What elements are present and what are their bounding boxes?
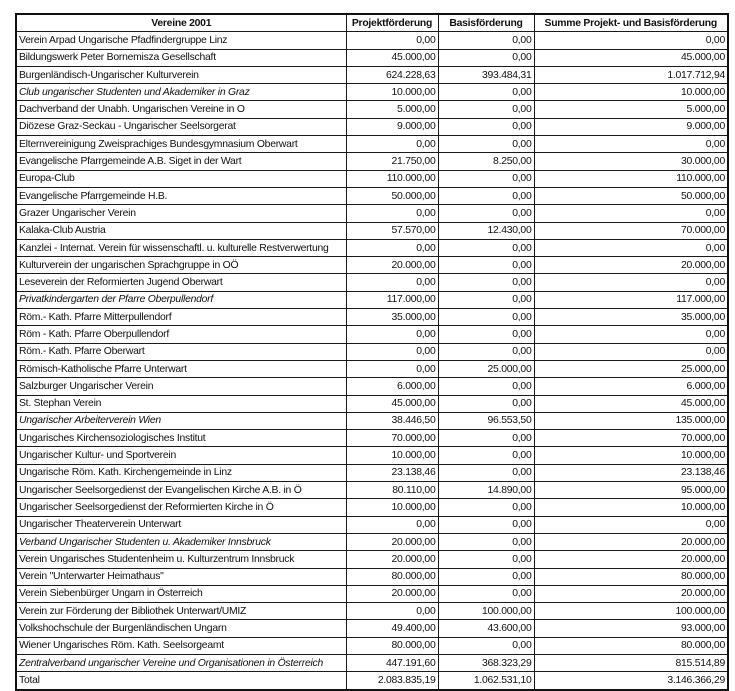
row-name: Zentralverband ungarischer Vereine und Organisationen in Österreich xyxy=(16,654,346,671)
row-basisfoerderung: 0,00 xyxy=(438,568,534,585)
row-summe: 0,00 xyxy=(534,274,728,291)
row-name: Ungarisches Kirchensoziologisches Institut xyxy=(16,430,346,447)
row-name: Elternvereinigung Zweisprachiges Bundesgymnasium Oberwart xyxy=(16,136,346,153)
row-projektfoerderung: 80.000,00 xyxy=(346,568,438,585)
row-projektfoerderung: 10.000,00 xyxy=(346,447,438,464)
row-summe: 20.000,00 xyxy=(534,551,728,568)
row-summe: 10.000,00 xyxy=(534,499,728,516)
row-projektfoerderung: 117.000,00 xyxy=(346,291,438,308)
row-projektfoerderung: 0,00 xyxy=(346,326,438,343)
row-summe: 6.000,00 xyxy=(534,378,728,395)
row-name: Diözese Graz-Seckau - Ungarischer Seelsorgerat xyxy=(16,118,346,135)
table-row xyxy=(16,274,728,291)
table-row xyxy=(16,136,728,153)
row-projektfoerderung: 20.000,00 xyxy=(346,257,438,274)
row-name: Evangelische Pfarrgemeinde H.B. xyxy=(16,187,346,204)
row-projektfoerderung: 0,00 xyxy=(346,136,438,153)
row-name: Europa-Club xyxy=(16,170,346,187)
row-summe: 10.000,00 xyxy=(534,447,728,464)
row-projektfoerderung: 57.570,00 xyxy=(346,222,438,239)
row-name: Kanzlei - Internat. Verein für wissenschaftl. u. kulturelle Restverwertung xyxy=(16,239,346,256)
row-basisfoerderung: 0,00 xyxy=(438,637,534,654)
row-basisfoerderung: 368.323,29 xyxy=(438,654,534,671)
row-name: Grazer Ungarischer Verein xyxy=(16,205,346,222)
table-row xyxy=(16,66,728,83)
total-summe: 3.146.366,29 xyxy=(534,672,728,690)
row-projektfoerderung: 0,00 xyxy=(346,32,438,49)
row-summe: 30.000,00 xyxy=(534,153,728,170)
table-row xyxy=(16,533,728,550)
table-row xyxy=(16,205,728,222)
row-projektfoerderung: 0,00 xyxy=(346,603,438,620)
row-summe: 0,00 xyxy=(534,239,728,256)
row-name: Burgenländisch-Ungarischer Kulturverein xyxy=(16,66,346,83)
row-summe: 50.000,00 xyxy=(534,187,728,204)
row-projektfoerderung: 35.000,00 xyxy=(346,309,438,326)
row-name: Verein Ungarisches Studentenheim u. Kulturzentrum Innsbruck xyxy=(16,551,346,568)
row-summe: 70.000,00 xyxy=(534,430,728,447)
row-name: Röm - Kath. Pfarre Oberpullendorf xyxy=(16,326,346,343)
row-basisfoerderung: 0,00 xyxy=(438,118,534,135)
header-summe: Summe Projekt- und Basisförderung xyxy=(534,14,728,32)
row-name: St. Stephan Verein xyxy=(16,395,346,412)
table-row xyxy=(16,499,728,516)
row-basisfoerderung: 0,00 xyxy=(438,395,534,412)
row-basisfoerderung: 25.000,00 xyxy=(438,360,534,377)
row-basisfoerderung: 0,00 xyxy=(438,499,534,516)
table-row xyxy=(16,360,728,377)
table-row xyxy=(16,84,728,101)
row-projektfoerderung: 80.000,00 xyxy=(346,637,438,654)
table-row xyxy=(16,187,728,204)
row-summe: 815.514,89 xyxy=(534,654,728,671)
row-summe: 80.000,00 xyxy=(534,568,728,585)
row-summe: 0,00 xyxy=(534,343,728,360)
table-row xyxy=(16,153,728,170)
total-projekt: 2.083.835,19 xyxy=(346,672,438,690)
row-summe: 35.000,00 xyxy=(534,309,728,326)
row-name: Verein zur Förderung der Bibliothek Unterwart/UMIZ xyxy=(16,603,346,620)
total-basis: 1.062.531,10 xyxy=(438,672,534,690)
row-name: Privatkindergarten der Pfarre Oberpullendorf xyxy=(16,291,346,308)
row-name: Verein Arpad Ungarische Pfadfindergruppe Linz xyxy=(16,32,346,49)
row-projektfoerderung: 0,00 xyxy=(346,239,438,256)
row-projektfoerderung: 110.000,00 xyxy=(346,170,438,187)
row-summe: 135.000,00 xyxy=(534,412,728,429)
row-projektfoerderung: 9.000,00 xyxy=(346,118,438,135)
row-projektfoerderung: 80.110,00 xyxy=(346,482,438,499)
funding-table xyxy=(15,13,729,691)
row-summe: 9.000,00 xyxy=(534,118,728,135)
row-summe: 20.000,00 xyxy=(534,533,728,550)
row-basisfoerderung: 0,00 xyxy=(438,343,534,360)
row-projektfoerderung: 20.000,00 xyxy=(346,551,438,568)
row-name: Evangelische Pfarrgemeinde A.B. Siget in der Wart xyxy=(16,153,346,170)
row-projektfoerderung: 20.000,00 xyxy=(346,585,438,602)
header-vereine: Vereine 2001 xyxy=(16,14,346,32)
row-summe: 93.000,00 xyxy=(534,620,728,637)
row-basisfoerderung: 0,00 xyxy=(438,49,534,66)
row-projektfoerderung: 6.000,00 xyxy=(346,378,438,395)
table-row xyxy=(16,343,728,360)
row-basisfoerderung: 0,00 xyxy=(438,516,534,533)
row-summe: 1.017.712,94 xyxy=(534,66,728,83)
row-name: Röm.- Kath. Pfarre Oberwart xyxy=(16,343,346,360)
row-basisfoerderung: 0,00 xyxy=(438,447,534,464)
row-name: Ungarischer Seelsorgedienst der Evangelischen Kirche A.B. in Ö xyxy=(16,482,346,499)
row-name: Römisch-Katholische Pfarre Unterwart xyxy=(16,360,346,377)
row-projektfoerderung: 0,00 xyxy=(346,343,438,360)
row-summe: 95.000,00 xyxy=(534,482,728,499)
row-name: Ungarischer Kultur- und Sportverein xyxy=(16,447,346,464)
row-projektfoerderung: 23.138,46 xyxy=(346,464,438,481)
row-basisfoerderung: 0,00 xyxy=(438,257,534,274)
row-name: Dachverband der Unabh. Ungarischen Vereine in O xyxy=(16,101,346,118)
header-basisfoerderung: Basisförderung xyxy=(438,14,534,32)
row-name: Bildungswerk Peter Bornemisza Gesellschaft xyxy=(16,49,346,66)
row-projektfoerderung: 10.000,00 xyxy=(346,499,438,516)
table-row xyxy=(16,378,728,395)
row-basisfoerderung: 43.600,00 xyxy=(438,620,534,637)
row-basisfoerderung: 0,00 xyxy=(438,430,534,447)
row-basisfoerderung: 8.250,00 xyxy=(438,153,534,170)
table-row xyxy=(16,464,728,481)
total-row xyxy=(16,672,728,690)
row-summe: 0,00 xyxy=(534,326,728,343)
row-name: Röm.- Kath. Pfarre Mitterpullendorf xyxy=(16,309,346,326)
table-row xyxy=(16,654,728,671)
row-summe: 45.000,00 xyxy=(534,395,728,412)
row-projektfoerderung: 21.750,00 xyxy=(346,153,438,170)
row-projektfoerderung: 70.000,00 xyxy=(346,430,438,447)
table-row xyxy=(16,551,728,568)
row-basisfoerderung: 0,00 xyxy=(438,464,534,481)
table-row xyxy=(16,620,728,637)
row-projektfoerderung: 38.446,50 xyxy=(346,412,438,429)
row-basisfoerderung: 0,00 xyxy=(438,101,534,118)
row-summe: 80.000,00 xyxy=(534,637,728,654)
table-row xyxy=(16,49,728,66)
table-row xyxy=(16,516,728,533)
table-row xyxy=(16,239,728,256)
row-summe: 20.000,00 xyxy=(534,257,728,274)
row-projektfoerderung: 5.000,00 xyxy=(346,101,438,118)
row-name: Salzburger Ungarischer Verein xyxy=(16,378,346,395)
table-row xyxy=(16,412,728,429)
row-name: Ungarische Röm. Kath. Kirchengemeinde in Linz xyxy=(16,464,346,481)
table-row xyxy=(16,603,728,620)
table-row xyxy=(16,395,728,412)
row-basisfoerderung: 0,00 xyxy=(438,239,534,256)
table-row xyxy=(16,637,728,654)
row-basisfoerderung: 0,00 xyxy=(438,170,534,187)
row-basisfoerderung: 0,00 xyxy=(438,309,534,326)
table-row xyxy=(16,309,728,326)
table-row xyxy=(16,32,728,49)
table-row xyxy=(16,118,728,135)
row-basisfoerderung: 96.553,50 xyxy=(438,412,534,429)
row-basisfoerderung: 14.890,00 xyxy=(438,482,534,499)
row-basisfoerderung: 0,00 xyxy=(438,585,534,602)
row-basisfoerderung: 0,00 xyxy=(438,187,534,204)
table-body xyxy=(16,32,728,672)
total-label: Total xyxy=(16,672,346,690)
row-summe: 70.000,00 xyxy=(534,222,728,239)
row-name: Ungarischer Seelsorgedienst der Reformierten Kirche in Ö xyxy=(16,499,346,516)
row-summe: 0,00 xyxy=(534,136,728,153)
table-row xyxy=(16,326,728,343)
row-name: Ungarischer Arbeiterverein Wien xyxy=(16,412,346,429)
row-name: Volkshochschule der Burgenländischen Ungarn xyxy=(16,620,346,637)
row-summe: 25.000,00 xyxy=(534,360,728,377)
row-basisfoerderung: 393.484,31 xyxy=(438,66,534,83)
table-row xyxy=(16,430,728,447)
row-summe: 110.000,00 xyxy=(534,170,728,187)
row-summe: 23.138,46 xyxy=(534,464,728,481)
row-projektfoerderung: 0,00 xyxy=(346,360,438,377)
row-summe: 20.000,00 xyxy=(534,585,728,602)
row-basisfoerderung: 0,00 xyxy=(438,205,534,222)
table-row xyxy=(16,482,728,499)
row-basisfoerderung: 100.000,00 xyxy=(438,603,534,620)
row-projektfoerderung: 0,00 xyxy=(346,516,438,533)
row-summe: 45.000,00 xyxy=(534,49,728,66)
row-summe: 10.000,00 xyxy=(534,84,728,101)
header-projektfoerderung: Projektförderung xyxy=(346,14,438,32)
table-row xyxy=(16,257,728,274)
row-projektfoerderung: 50.000,00 xyxy=(346,187,438,204)
row-projektfoerderung: 20.000,00 xyxy=(346,533,438,550)
row-name: Verband Ungarischer Studenten u. Akademiker Innsbruck xyxy=(16,533,346,550)
row-basisfoerderung: 0,00 xyxy=(438,291,534,308)
row-projektfoerderung: 45.000,00 xyxy=(346,49,438,66)
row-name: Verein Siebenbürger Ungarn in Österreich xyxy=(16,585,346,602)
row-projektfoerderung: 10.000,00 xyxy=(346,84,438,101)
row-projektfoerderung: 49.400,00 xyxy=(346,620,438,637)
row-name: Club ungarischer Studenten und Akademiker in Graz xyxy=(16,84,346,101)
row-name: Wiener Ungarisches Röm. Kath. Seelsorgeamt xyxy=(16,637,346,654)
table-row xyxy=(16,447,728,464)
row-summe: 0,00 xyxy=(534,205,728,222)
row-summe: 5.000,00 xyxy=(534,101,728,118)
row-name: Verein "Unterwarter Heimathaus" xyxy=(16,568,346,585)
row-projektfoerderung: 0,00 xyxy=(346,274,438,291)
row-basisfoerderung: 0,00 xyxy=(438,84,534,101)
row-projektfoerderung: 624.228,63 xyxy=(346,66,438,83)
row-summe: 117.000,00 xyxy=(534,291,728,308)
row-projektfoerderung: 45.000,00 xyxy=(346,395,438,412)
table-row xyxy=(16,170,728,187)
row-summe: 0,00 xyxy=(534,516,728,533)
table-row xyxy=(16,101,728,118)
row-projektfoerderung: 0,00 xyxy=(346,205,438,222)
row-basisfoerderung: 0,00 xyxy=(438,533,534,550)
row-name: Ungarischer Theaterverein Unterwart xyxy=(16,516,346,533)
row-basisfoerderung: 0,00 xyxy=(438,136,534,153)
row-basisfoerderung: 12.430,00 xyxy=(438,222,534,239)
table-row xyxy=(16,222,728,239)
row-summe: 0,00 xyxy=(534,32,728,49)
row-basisfoerderung: 0,00 xyxy=(438,378,534,395)
table-row xyxy=(16,291,728,308)
table-row xyxy=(16,585,728,602)
row-name: Leseverein der Reformierten Jugend Oberwart xyxy=(16,274,346,291)
row-basisfoerderung: 0,00 xyxy=(438,551,534,568)
row-basisfoerderung: 0,00 xyxy=(438,32,534,49)
table-row xyxy=(16,568,728,585)
row-summe: 100.000,00 xyxy=(534,603,728,620)
row-name: Kulturverein der ungarischen Sprachgruppe in OÖ xyxy=(16,257,346,274)
row-name: Kalaka-Club Austria xyxy=(16,222,346,239)
row-basisfoerderung: 0,00 xyxy=(438,326,534,343)
row-projektfoerderung: 447.191,60 xyxy=(346,654,438,671)
row-basisfoerderung: 0,00 xyxy=(438,274,534,291)
header-row xyxy=(16,14,728,32)
